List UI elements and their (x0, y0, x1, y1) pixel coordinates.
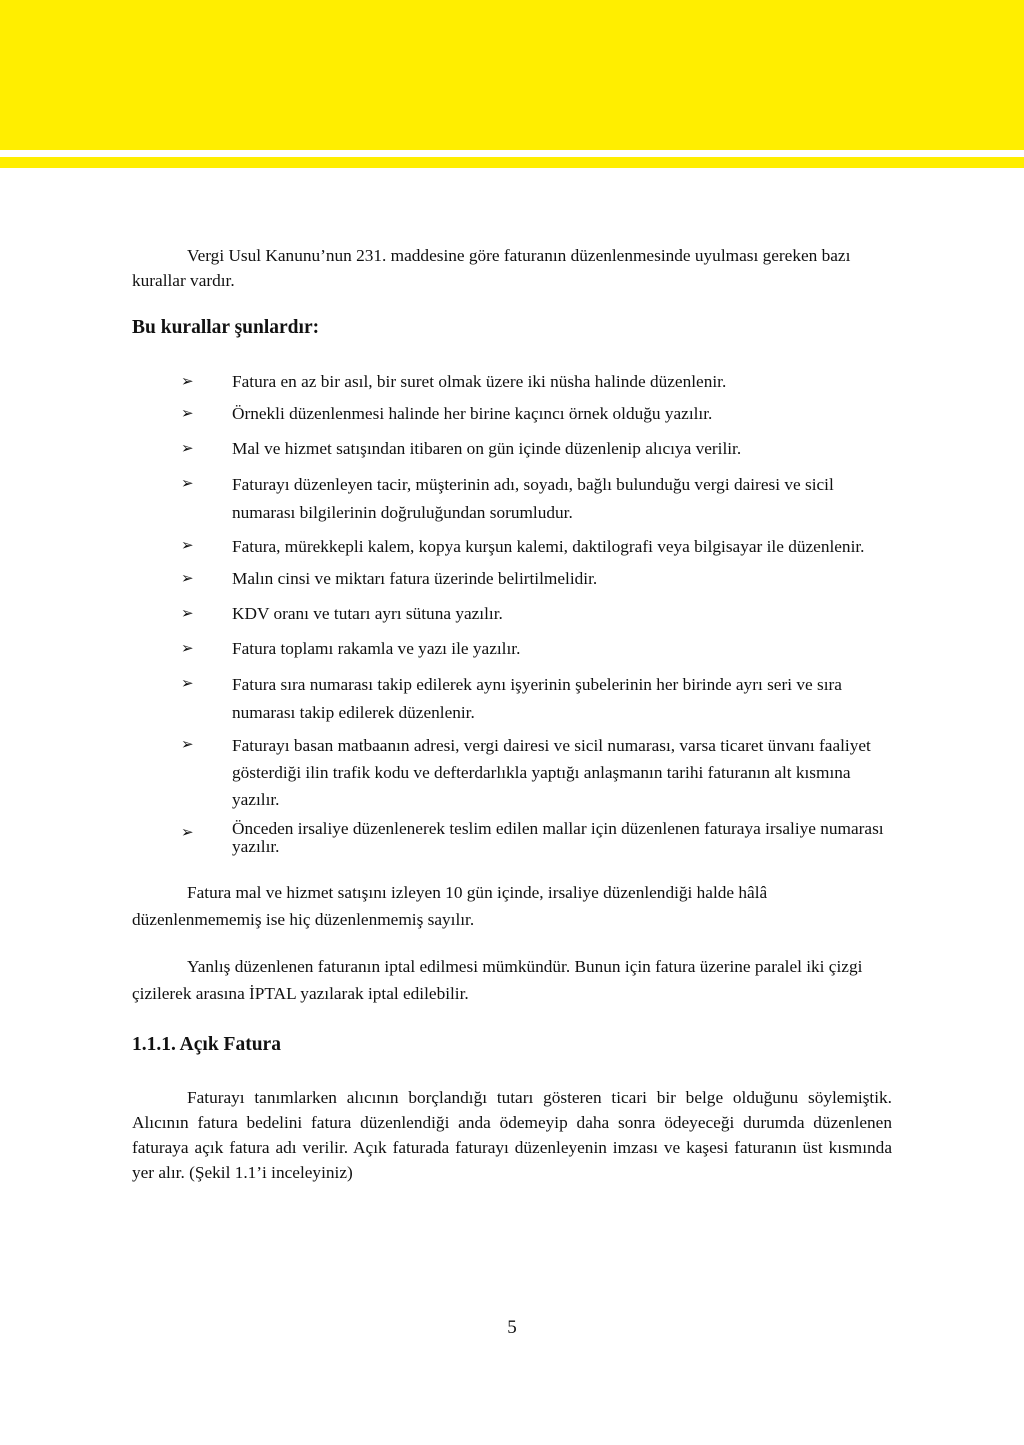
list-item-text: Örnekli düzenlenmesi halinde her birine kaçıncı örnek olduğu yazılır. (232, 404, 713, 423)
list-item (132, 566, 892, 591)
section-heading-acik-fatura: 1.1.1. Açık Fatura (132, 1034, 281, 1055)
list-item-text: Fatura sıra numarası takip edilerek aynı işyerinin şubelerinin her birinde ayrı seri ve sıra numarası takip edilerek düzenlenir. (232, 675, 842, 722)
arrow-bullet-icon: ➢ (181, 823, 194, 841)
arrow-bullet-icon: ➢ (181, 439, 194, 457)
arrow-bullet-icon: ➢ (181, 639, 194, 657)
header-band (0, 0, 1024, 150)
list-item (132, 369, 892, 394)
list-item-text: Fatura toplamı rakamla ve yazı ile yazılır. (232, 639, 521, 658)
list-item-text: Mal ve hizmet satışından itibaren on gün içinde düzenlenip alıcıya verilir. (232, 439, 742, 458)
page-body (132, 243, 892, 1185)
arrow-bullet-icon: ➢ (181, 674, 194, 692)
list-item (132, 471, 892, 527)
list-item-text: Fatura, mürekkepli kalem, kopya kurşun kalemi, daktilografi veya bilgisayar ile düzenlenir. (232, 537, 865, 556)
arrow-bullet-icon: ➢ (181, 735, 194, 753)
paragraph-10-gun: Fatura mal ve hizmet satışını izleyen 10 gün içinde, irsaliye düzenlendiği halde hâlâ düzenlenmememiş ise hiç düzenlenmemiş sayılır. (132, 883, 768, 929)
list-item (132, 533, 892, 561)
rules-list (132, 369, 892, 856)
intro-paragraph: Vergi Usul Kanunu’nun 231. maddesine göre faturanın düzenlenmesinde uyulması gereken bazı kurallar vardır. (132, 246, 851, 290)
list-item-text: Malın cinsi ve miktarı fatura üzerinde belirtilmelidir. (232, 569, 598, 588)
arrow-bullet-icon: ➢ (181, 474, 194, 492)
arrow-bullet-icon: ➢ (181, 372, 194, 390)
header-stripe (0, 163, 1024, 168)
list-item-text: Faturayı basan matbaanın adresi, vergi dairesi ve sicil numarası, varsa ticaret ünvanı faaliyet gösterdiği ilin trafik kodu ve defterdarlıkla yaptığı anlaşmanın tarihi faturanın alt kısmına yazılır. (232, 736, 871, 809)
paragraph-iptal: Yanlış düzenlenen faturanın iptal edilmesi mümkündür. Bunun için fatura üzerine paralel iki çizgi çizilerek arasına İPTAL yazılarak iptal edilebilir. (132, 957, 863, 1003)
arrow-bullet-icon: ➢ (181, 569, 194, 587)
arrow-bullet-icon: ➢ (181, 404, 194, 422)
list-item (132, 732, 892, 813)
list-item (132, 671, 892, 727)
list-item (132, 601, 892, 626)
list-item-text: Fatura en az bir asıl, bir suret olmak üzere iki nüsha halinde düzenlenir. (232, 372, 727, 391)
list-item (132, 401, 892, 426)
page-number: 5 (507, 1317, 517, 1338)
rules-heading: Bu kurallar şunlardır: (132, 317, 320, 338)
paragraph-acik-fatura: Faturayı tanımlarken alıcının borçlandığı tutarı gösteren ticari bir belge olduğunu söylemiştik. Alıcının fatura bedelini fatura düzenlendiği anda ödemeyip daha sonra ödeyeceği durumda düzenlenen faturaya açık fatura adı verilir. Açık faturada faturayı düzenleyenin imzası ve kaşesi faturanın üst kısmında yer alır. (Şekil 1.1’i inceleyiniz) (132, 1088, 892, 1182)
arrow-bullet-icon: ➢ (181, 604, 194, 622)
list-item (132, 636, 892, 661)
list-item-text: Önceden irsaliye düzenlenerek teslim edilen mallar için düzenlenen faturaya irsaliye numarası yazılır. (232, 819, 884, 856)
list-item (132, 820, 892, 856)
arrow-bullet-icon: ➢ (181, 536, 194, 554)
list-item-text: Faturayı düzenleyen tacir, müşterinin adı, soyadı, bağlı bulunduğu vergi dairesi ve sicil numarası bilgilerinin doğruluğundan sorumludur. (232, 475, 834, 522)
list-item-text: KDV oranı ve tutarı ayrı sütuna yazılır. (232, 604, 503, 623)
list-item (132, 436, 892, 461)
